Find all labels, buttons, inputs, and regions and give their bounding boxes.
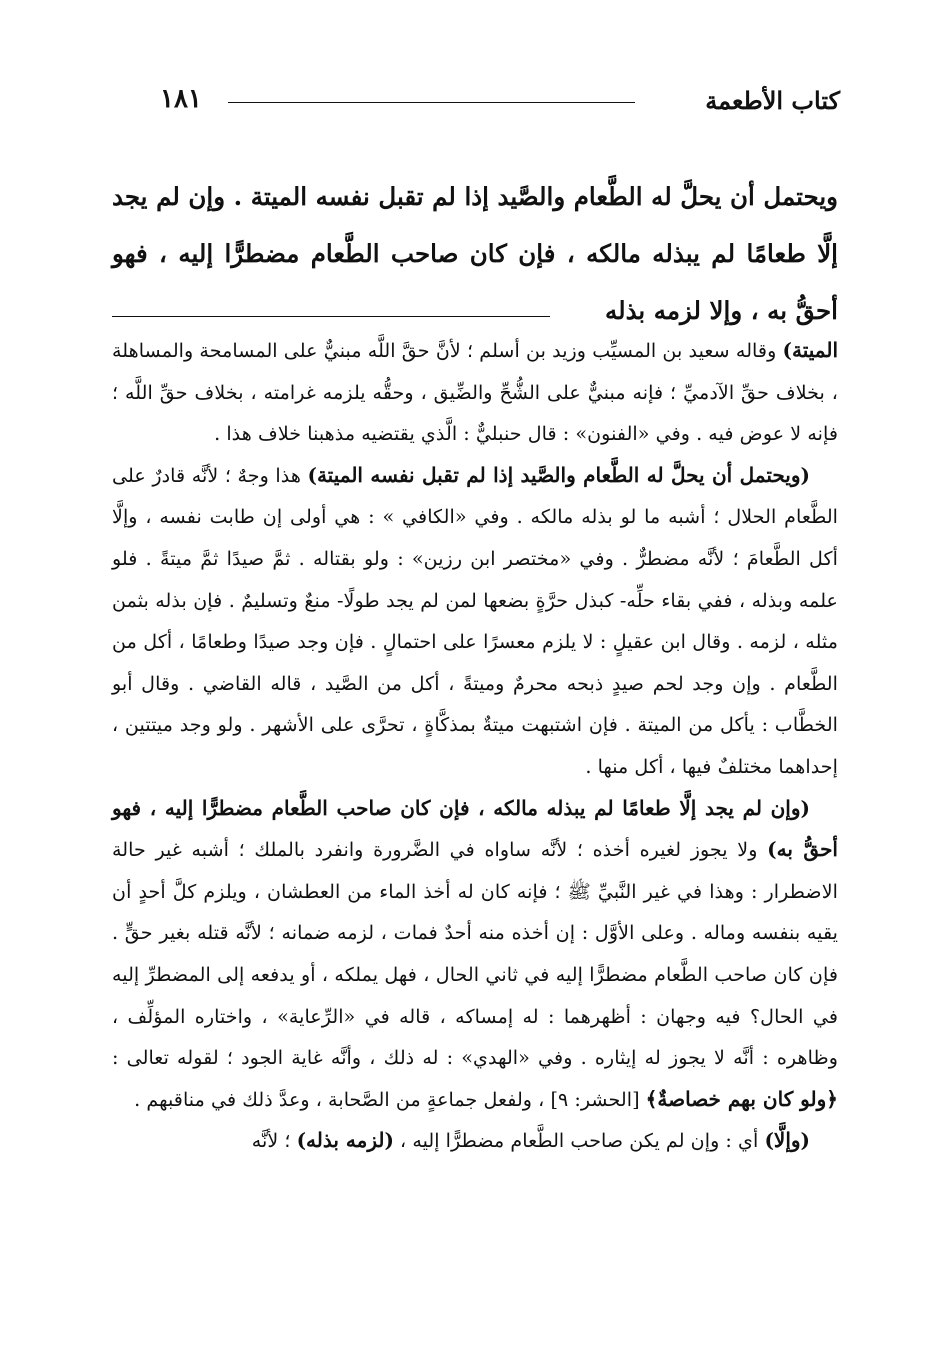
paragraph-tail: ؛ لأنَّه [251, 1129, 297, 1153]
matn-separator [112, 316, 550, 317]
paragraph-lead: (ويحتمل أن يحلَّ له الطَّعام والصَّيد إذا لم تقبل نفسه الميتة) [307, 462, 810, 487]
paragraph-text: وقاله سعيد بن المسيِّب وزيد بن أسلم ؛ لأنَّ حقَّ اللَّه مبنيٌّ على المسامحة والمساهلة ، بخلاف حقِّ الآدميِّ ؛ فإنه مبنيٌّ على الشُّحِّ والضِّيق ، وحقُّه يلزمه غرامته ، بخلاف حقِّ اللَّه ؛ فإنه لا عوض فيه . وفي «الفنون» : قال حنبليٌّ : الَّذي يقتضيه مذهبنا خلاف هذا . [112, 339, 838, 446]
paragraph-lead: (وإن لم يجد إلَّا طعامًا لم يبذله مالكه ، فإن كان صاحب الطَّعام مضطرًّا إليه ، فهو أحقُّ به) [112, 795, 838, 862]
paragraph-lead: (وإلَّا) [764, 1128, 810, 1153]
matn-text: ويحتمل أن يحلَّ له الطَّعام والصَّيد إذا لم تقبل نفسه الميتة . وإن لم يجد إلَّا طعامًا لم يبذله مالكه ، فإن كان صاحب الطَّعام مضطرًّا إليه ، فهو أحقُّ به ، وإلا لزمه بذله [112, 182, 838, 325]
paragraph-lead: الميتة) [782, 338, 838, 362]
commentary-paragraph-1 [112, 330, 838, 455]
paragraph-text: أي : وإن لم يكن صاحب الطَّعام مضطرًّا إليه ، [393, 1129, 765, 1153]
running-title: كتاب الأطعمة [705, 86, 840, 115]
commentary-body [112, 330, 838, 1162]
commentary-paragraph-2 [112, 455, 838, 788]
page-number: ١٨١ [160, 84, 202, 114]
page-header [160, 82, 840, 122]
commentary-paragraph-3 [112, 788, 838, 1121]
paragraph-text: هذا وجهٌ ؛ لأنَّه قادرٌ على الطَّعام الحلال ؛ أشبه ما لو بذله مالكه . وفي «الكافي » : هي أولى إن طابت نفسه ، وإلَّا أكل الطَّعامَ ؛ لأنَّه مضطرٌّ . وفي «مختصر ابن رزين» : ولو بقتاله . ثمَّ صيدًا ثمَّ ميتةً . فلو علمه وبذله ، ففي بقاء حلِّه- كبذل حرَّةٍ بضعها لمن لم يجد طولًا- منعٌ وتسليمٌ . فإن بذله بثمن مثله ، لزمه . وقال ابن عقيلٍ : لا يلزم معسرًا على احتمالٍ . فإن وجد صيدًا وطعامًا ، أكل من الطَّعام . وإن وجد لحم صيدٍ ذبحه محرمٌ وميتةً ، أكل من الصَّيد ، قاله القاضي . وقال أبو الخطَّاب : يأكل من الميتة . فإن اشتبهت ميتةٌ بمذكَّاةٍ ، تحرَّى على الأشهر . ولو وجد ميتتين ، إحداهما مختلفٌ فيها ، أكل منها . [112, 463, 838, 778]
quran-quote: ﴿ولو كان بهم خصاصةٌ﴾ [645, 1086, 838, 1111]
commentary-paragraph-4 [112, 1120, 838, 1162]
paragraph-bold-phrase: (لزمه بذله) [296, 1128, 394, 1153]
paragraph-tail: [الحشر: ٩] ، ولفعل جماعةٍ من الصَّحابة ، وعدَّ ذلك في مناقبهم . [134, 1087, 646, 1111]
header-rule [228, 102, 635, 103]
paragraph-text: ولا يجوز لغيره أخذه ؛ لأنَّه ساواه في الضَّرورة وانفرد بالملك ؛ أشبه غير حالة الاضطرار : وهذا في غير النَّبيِّ ﷺ ؛ فإنه كان له أخذ الماء من العطشان ، ويلزم كلَّ أحدٍ أن يقيه بنفسه وماله . وعلى الأوَّل : إن أخذه منه أحدٌ فمات ، لزمه ضمانه ؛ لأنَّه قتله بغير حقٍّ . فإن كان صاحب الطَّعام مضطرًّا إليه في ثاني الحال ، فهل يملكه ، أو يدفعه إلى المضطرِّ إليه في الحال؟ فيه وجهان : أظهرهما : له إمساكه ، قاله في «الرِّعاية» ، واختاره المؤلِّف ، وظاهره : أنَّه لا يجوز له إيثاره . وفي «الهدي» : له ذلك ، وأنَّه غاية الجود ؛ لقوله تعالى : [112, 838, 838, 1070]
